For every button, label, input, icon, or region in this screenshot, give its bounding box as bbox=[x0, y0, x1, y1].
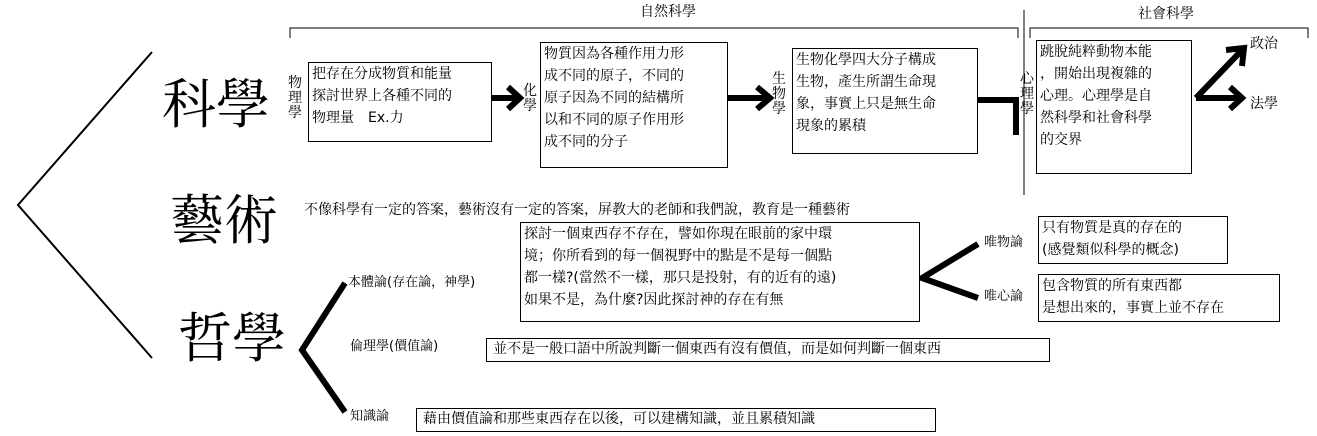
politics-label: 政治 bbox=[1250, 36, 1278, 52]
physics-label: 物理學 bbox=[288, 75, 302, 121]
social-science-label: 社會科學 bbox=[1138, 6, 1194, 22]
materialism-label: 唯物論 bbox=[984, 235, 1024, 250]
ontology-label: 本體論(存在論，神學) bbox=[348, 275, 476, 290]
law-label: 法學 bbox=[1250, 96, 1278, 112]
ontology-box: 探討一個東西存不存在，譬如你現在眼前的家中環 境；你所看到的每一個視野中的點是不是每一個點 都一樣?(當然不一樣，那只是投射，有的近有的遠) 如果不是，為什麼?因此探討神的存在有無 bbox=[520, 222, 920, 322]
biology-box: 生物化學四大分子構成 生物，產生所謂生命現 象，事實上只是無生命 現象的累積 bbox=[792, 48, 978, 154]
epistemology-box: 藉由價值論和那些東西存在以後，可以建構知識，並且累積知識 bbox=[416, 408, 936, 432]
idealism-label: 唯心論 bbox=[984, 289, 1024, 304]
chemistry-box: 物質因為各種作用力形 成不同的原子，不同的 原子因為不同的結構所 以和不同的原子作用形 成不同的分子 bbox=[540, 42, 728, 168]
ethics-label: 倫理學(價值論) bbox=[350, 339, 439, 354]
natural-science-label: 自然科學 bbox=[640, 4, 696, 20]
arrow-bio-psych bbox=[978, 100, 1016, 135]
natural-science-bracket bbox=[290, 28, 1018, 38]
root-bracket bbox=[18, 52, 152, 358]
biology-label: 生物學 bbox=[772, 71, 786, 117]
materialism-box: 只有物質是真的存在的 (感覺類似科學的概念) bbox=[1038, 216, 1228, 264]
ontology-bracket bbox=[922, 244, 978, 298]
arrow-physics-chem bbox=[492, 87, 520, 109]
physics-box: 把存在分成物質和能量 探討世界上各種不同的 物理量 Ex.力 bbox=[308, 62, 492, 142]
chemistry-label: 化學 bbox=[523, 83, 537, 114]
science-title: 科學 bbox=[162, 73, 270, 136]
philosophy-bracket bbox=[302, 283, 345, 412]
psychology-box: 跳脫純粹動物本能 ，開始出現複雜的 心理。心理學是自 然科學和社會科學 的交界 bbox=[1036, 40, 1192, 174]
art-description: 不像科學有一定的答案，藝術沒有一定的答案，屏教大的老師和我們說，教育是一種藝術 bbox=[304, 202, 850, 218]
idealism-box: 包含物質的所有東西都 是想出來的，事實上並不存在 bbox=[1038, 274, 1280, 322]
arrow-chem-bio bbox=[728, 87, 770, 109]
psychology-label: 心理學 bbox=[1020, 71, 1034, 117]
ethics-box: 並不是一般口語中所說判斷一個東西有沒有價值，而是如何判斷一個東西 bbox=[486, 338, 1050, 362]
philosophy-title: 哲學 bbox=[178, 307, 286, 370]
epistemology-label: 知識論 bbox=[350, 409, 390, 424]
art-title: 藝術 bbox=[170, 189, 278, 252]
